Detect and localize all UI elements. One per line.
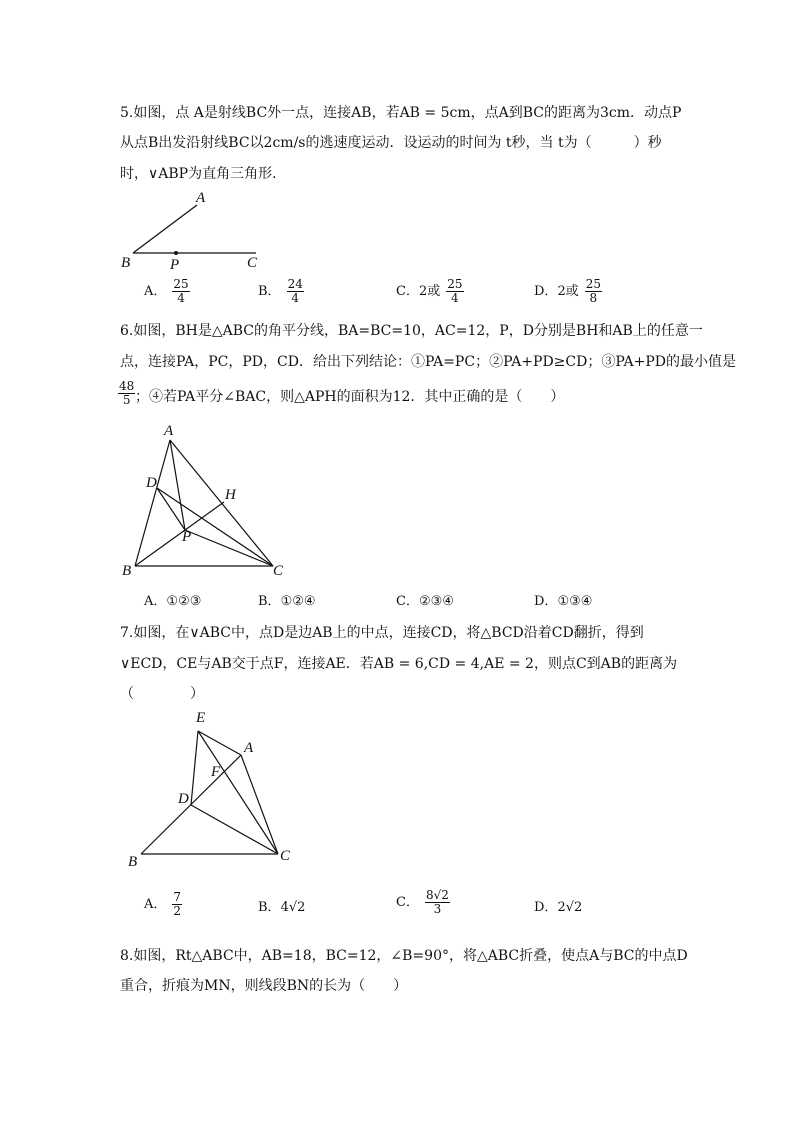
q6-option-a[interactable]: A． ①②③ [144,594,202,609]
q5-option-b[interactable]: B． $\frac{24}{4}$ [258,277,303,305]
q5-line3: 时，∨ABP为直角三角形． [120,166,287,182]
q6-line1: 6.如图，BH是△ABC的角平分线，BA=BC=10，AC=12，P，D分别是BH和AB上的任意一 [120,323,703,339]
q6-option-b[interactable]: B． ①②④ [258,594,316,609]
q7-label-a: A [244,740,254,756]
q5-option-c[interactable]: C． 2或 $\frac{25}{4}$ [396,277,463,305]
q7-option-a[interactable]: A． $\frac{7}{2}$ [144,890,182,918]
q7-option-c[interactable]: C． $\frac{8√2}{3}$ [396,888,449,916]
q6-label-c: C [273,563,284,579]
q6-label-b: B [122,563,132,579]
q5-label-c: C [247,255,258,271]
q6-line2: 点，连接PA，PC，PD，CD．给出下列结论：①PA=PC；②PA+PD≥CD；③PA+PD的最小值是 [120,354,736,370]
q7-label-b: B [128,854,138,870]
q6-fraction: $\frac{48}{5}$ [119,379,135,407]
q6-label-h: H [225,487,236,503]
q7-option-b[interactable]: B． 4√2 [258,900,306,915]
q6-option-d[interactable]: D． ①③④ [534,594,593,609]
q7-label-d: D [178,791,189,807]
q6-label-d: D [146,475,157,491]
q6-line3: ；④若PA平分∠BAC，则△APH的面积为12．其中正确的是（ ） [135,389,565,405]
q5-label-b: B [121,255,131,271]
q8-line2: 重合，折痕为MN，则线段BN的长为（ ） [120,978,408,994]
q5-line2: 从点B出发沿射线BC以2cm/s的逃速度运动．设运动的时间为 t秒，当 t为（ ）秒 [120,135,662,151]
q5-option-a[interactable]: A． $\frac{25}{4}$ [144,277,189,305]
q7-line1: 7.如图，在∨ABC中，点D是边AB上的中点，连接CD，将△BCD沿着CD翻折，得到 [120,625,644,641]
q6-label-p: P [182,529,192,545]
q6-label-a: A [164,423,174,439]
q7-line2: ∨ECD，CE与AB交于点F，连接AE．若AB = 6,CD = 4,AE = 2，则点C到AB的距离为 [120,656,678,672]
q7-label-f: F [211,764,221,780]
q5-label-p: P [170,257,180,273]
q7-line3: （ ） [120,686,204,702]
q6-option-c[interactable]: C． ②③④ [396,594,454,609]
q5-option-d[interactable]: D． 2或 $\frac{25}{8}$ [534,277,601,305]
q7-label-c: C [280,848,291,864]
q7-label-e: E [196,710,206,726]
q5-label-a: A [196,190,206,206]
q5-line1: 5.如图，点 A是射线BC外一点，连接AB，若AB = 5cm，点A到BC的距离为3cm．动点P [120,105,682,121]
q8-line1: 8.如图，Rt△ABC中，AB=18，BC=12，∠B=90°，将△ABC折叠，使点A与BC的中点D [120,948,688,964]
q7-option-d[interactable]: D． 2√2 [534,900,583,915]
